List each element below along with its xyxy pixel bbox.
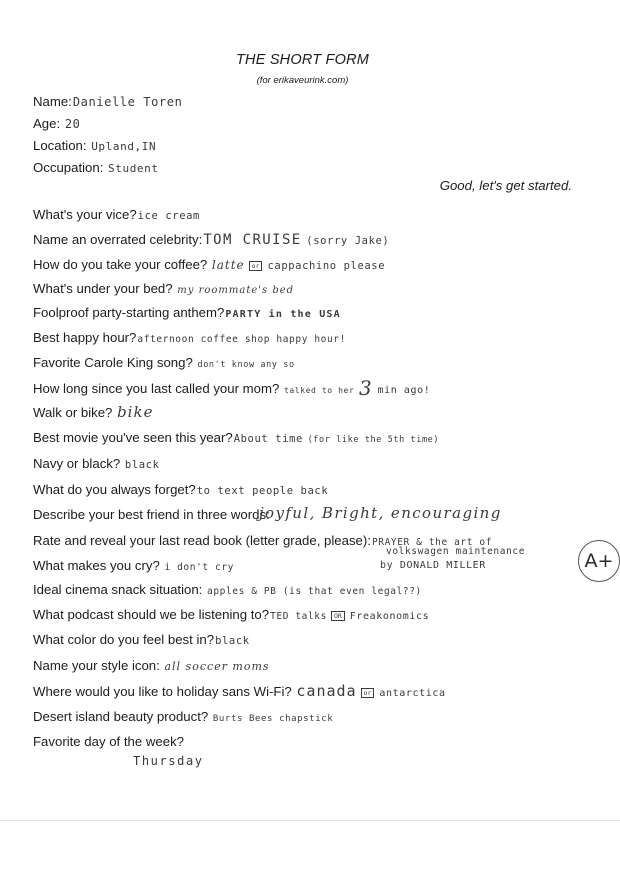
- question-row: [33, 733, 184, 751]
- question-row: [33, 506, 270, 524]
- occupation-label: Occupation:: [33, 160, 104, 175]
- question-row: [33, 581, 422, 599]
- question-label: Walk or bike?: [33, 405, 113, 420]
- question-label: Describe your best friend in three words:: [33, 507, 270, 522]
- answer: TED talks: [270, 611, 327, 622]
- answer-end: min ago!: [377, 385, 431, 396]
- answer: TOM CRUISE: [203, 232, 302, 248]
- book-grade-circle: A+: [578, 540, 620, 582]
- question-label: What's under your bed?: [33, 281, 173, 296]
- question-row: [33, 429, 439, 447]
- answer: bike: [117, 403, 154, 421]
- form-subtitle: (for erikaveurink.com): [256, 75, 349, 86]
- answer: PARTY in the USA: [225, 309, 341, 320]
- answer: don't know any so: [197, 360, 295, 370]
- answer: latte: [211, 258, 245, 272]
- question-row: [33, 455, 160, 473]
- question-label: How do you take your coffee?: [33, 257, 208, 272]
- answer: canada: [296, 682, 357, 700]
- name-row: [33, 93, 182, 111]
- question-label: Rate and reveal your last read book (letter grade, please):: [33, 533, 371, 548]
- answer-alt: cappachino please: [267, 260, 386, 272]
- question-label: Best happy hour?: [33, 330, 137, 345]
- answer: About time: [233, 433, 303, 445]
- question-row: [33, 206, 200, 224]
- age-row: [33, 115, 80, 133]
- lets-get-started: Good, let's get started.: [439, 178, 572, 193]
- question-label: Where would you like to holiday sans Wi-Fi?: [33, 684, 292, 699]
- answer: apples & PB (is that even legal??): [207, 586, 422, 597]
- book-answer-line-2: volkswagen maintenance: [386, 546, 526, 557]
- question-label: Name an overrated celebrity:: [33, 232, 203, 247]
- answer-note: (for like the 5th time): [307, 435, 440, 445]
- question-row: [33, 557, 234, 575]
- question-row: [33, 354, 295, 372]
- question-label: Ideal cinema snack situation:: [33, 582, 203, 597]
- question-label: What do you always forget?: [33, 482, 196, 497]
- answer: joyful, Bright, encouraging: [259, 504, 502, 522]
- question-label: What color do you feel best in?: [33, 632, 215, 647]
- question-label: What podcast should we be listening to?: [33, 607, 270, 622]
- question-row: [33, 606, 429, 624]
- question-label: Navy or black?: [33, 456, 121, 471]
- question-label: Best movie you've seen this year?: [33, 430, 233, 445]
- answer: black: [215, 635, 250, 647]
- answer: black: [124, 459, 160, 471]
- question-row: [33, 304, 341, 322]
- question-label: Foolproof party-starting anthem?: [33, 305, 225, 320]
- question-label: What makes you cry?: [33, 558, 160, 573]
- question-row: [33, 329, 346, 347]
- question-label: Name your style icon:: [33, 658, 160, 673]
- name-answer: Danielle Toren: [72, 95, 183, 109]
- or-box: or: [361, 688, 375, 698]
- question-label: How long since you last called your mom?: [33, 381, 280, 396]
- answer-note: (sorry Jake): [306, 235, 390, 247]
- question-row: [33, 403, 153, 421]
- occupation-row: [33, 159, 159, 177]
- thursday-answer-row: [132, 752, 204, 770]
- question-row: [33, 682, 446, 700]
- age-answer: 20: [64, 117, 81, 131]
- answer: afternoon coffee shop happy hour!: [137, 334, 346, 345]
- answer: Thursday: [133, 754, 204, 768]
- answer: ice cream: [137, 210, 200, 222]
- answer-alt: antarctica: [379, 688, 446, 699]
- question-label: Favorite Carole King song?: [33, 355, 193, 370]
- question-row: [33, 481, 328, 499]
- question-row: [33, 376, 431, 400]
- question-row: [33, 231, 389, 249]
- question-row: [33, 631, 250, 649]
- answer: all soccer moms: [164, 660, 270, 673]
- answer: PRAYER & the art of: [371, 537, 493, 548]
- question-row: [33, 256, 385, 274]
- age-label: Age:: [33, 116, 61, 131]
- location-row: [33, 137, 156, 155]
- or-box: OR: [331, 611, 345, 621]
- page-bottom-edge: [0, 820, 620, 877]
- question-label: Favorite day of the week?: [33, 734, 185, 749]
- question-row: [33, 280, 294, 298]
- location-answer: Upland,IN: [91, 140, 157, 153]
- or-box: or: [249, 261, 263, 271]
- answer-number: 3: [359, 376, 373, 400]
- question-row: [33, 657, 270, 675]
- answer: to text people back: [196, 485, 329, 497]
- answer-alt: Freakonomics: [349, 611, 430, 622]
- name-label: Name:: [33, 94, 72, 109]
- answer: i don't cry: [164, 562, 234, 573]
- question-label: Desert island beauty product?: [33, 709, 209, 724]
- question-label: What's your vice?: [33, 207, 137, 222]
- question-row: [33, 708, 333, 726]
- answer: talked to her: [283, 386, 355, 395]
- book-answer-line-3: by DONALD MILLER: [380, 560, 486, 571]
- form-title: THE SHORT FORM: [235, 52, 370, 68]
- occupation-answer: Student: [108, 162, 159, 175]
- answer: my roommate's bed: [177, 285, 295, 296]
- location-label: Location:: [33, 138, 87, 153]
- answer: Burts Bees chapstick: [212, 714, 334, 724]
- best-friend-answer-row: [258, 504, 502, 522]
